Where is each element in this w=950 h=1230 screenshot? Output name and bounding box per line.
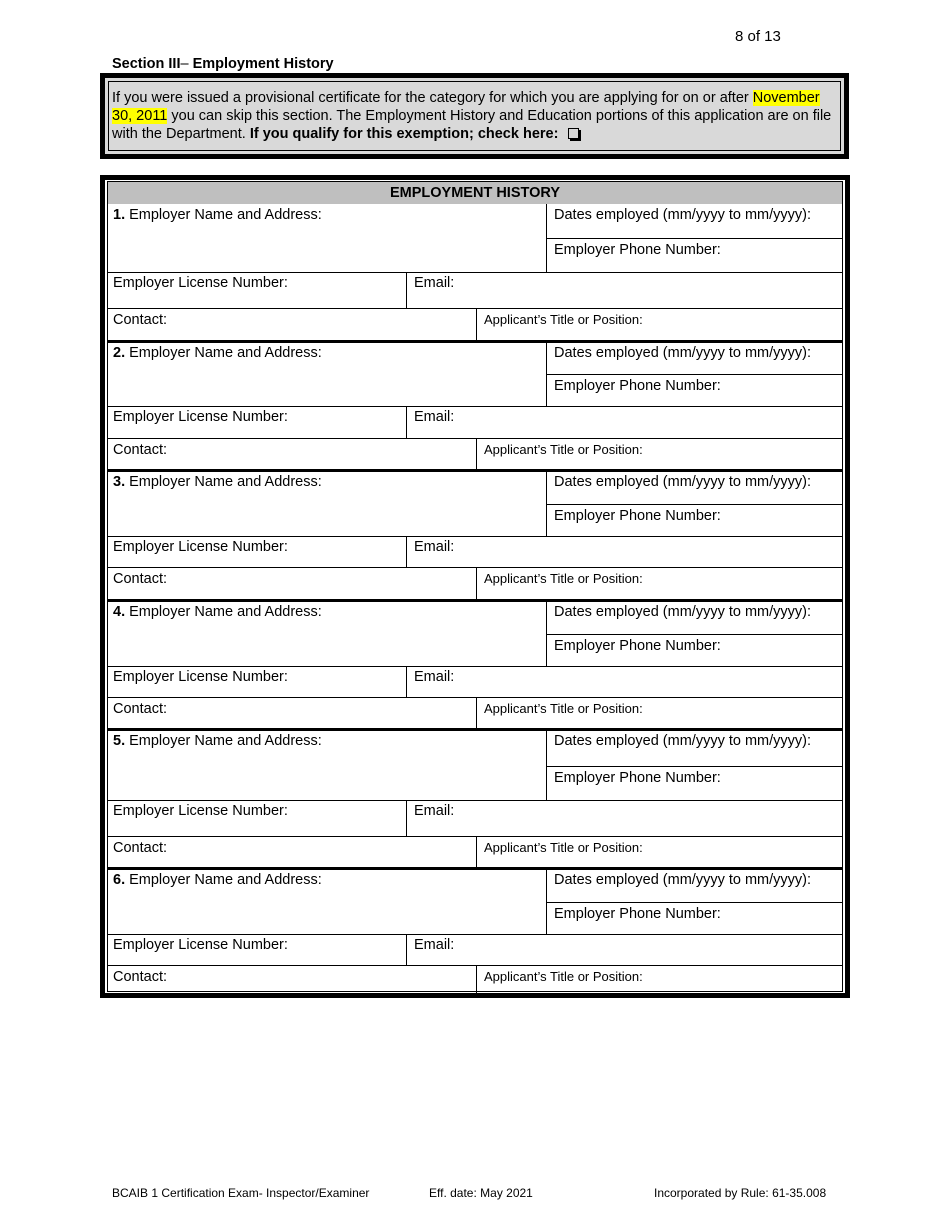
employer-number: 2.: [113, 345, 126, 361]
employer-name-address-field[interactable]: [113, 733, 322, 749]
dates-employed-field[interactable]: Dates employed (mm/yyyy to mm/yyyy):: [554, 733, 812, 749]
row-divider: [546, 902, 842, 903]
cell-divider: [476, 438, 477, 471]
employer-phone-field[interactable]: Employer Phone Number:: [554, 508, 721, 524]
employer-name-address-label: Employer Name and Address:: [125, 872, 322, 888]
employer-number: 1.: [113, 207, 126, 223]
block-divider: [108, 340, 842, 343]
applicant-title-field[interactable]: Applicant’s Title or Position:: [484, 969, 643, 984]
contact-field[interactable]: Contact:: [113, 701, 167, 717]
row-divider: [108, 536, 842, 537]
applicant-title-field[interactable]: Applicant’s Title or Position:: [484, 701, 643, 716]
notice-date-highlight: November 30, 2011: [112, 90, 820, 124]
footer-effective-date: Eff. date: May 2021: [429, 1186, 533, 1200]
row-divider: [546, 766, 842, 767]
employer-name-address-field[interactable]: [113, 474, 322, 490]
email-field[interactable]: Email:: [414, 409, 455, 425]
employer-block-6: [108, 869, 842, 994]
row-divider: [108, 965, 842, 966]
section-title-dash: –: [180, 56, 189, 72]
employer-license-field[interactable]: Employer License Number:: [113, 669, 288, 685]
contact-field[interactable]: Contact:: [113, 571, 167, 587]
dates-employed-field[interactable]: Dates employed (mm/yyyy to mm/yyyy):: [554, 345, 812, 361]
row-divider: [108, 800, 842, 801]
notice-text-before: If you were issued a provisional certificate for the category for which you are applying for on or after: [112, 90, 753, 106]
employer-phone-field[interactable]: Employer Phone Number:: [554, 638, 721, 654]
contact-field[interactable]: Contact:: [113, 840, 167, 856]
contact-field[interactable]: Contact:: [113, 442, 167, 458]
exemption-notice: [100, 73, 849, 159]
section-title: [112, 56, 334, 72]
cell-divider: [476, 965, 477, 994]
dates-employed-field[interactable]: Dates employed (mm/yyyy to mm/yyyy):: [554, 207, 812, 223]
notice-exemption-prompt: If you qualify for this exemption; check here:: [249, 126, 559, 142]
employer-block-1: [108, 204, 842, 342]
employment-history-table: [100, 175, 850, 998]
email-field[interactable]: Email:: [414, 669, 455, 685]
email-field[interactable]: Email:: [414, 539, 455, 555]
contact-field[interactable]: Contact:: [113, 969, 167, 985]
row-divider: [546, 504, 842, 505]
block-divider: [108, 469, 842, 472]
exemption-checkbox[interactable]: [568, 128, 579, 139]
cell-divider: [546, 730, 547, 800]
footer-exam-name: BCAIB 1 Certification Exam- Inspector/Examiner: [112, 1186, 370, 1200]
employer-block-3: [108, 471, 842, 601]
employer-number: 5.: [113, 733, 126, 749]
cell-divider: [406, 272, 407, 308]
row-divider: [108, 308, 842, 309]
dates-employed-field[interactable]: Dates employed (mm/yyyy to mm/yyyy):: [554, 872, 812, 888]
employer-name-address-label: Employer Name and Address:: [125, 474, 322, 490]
applicant-title-field[interactable]: Applicant’s Title or Position:: [484, 312, 643, 327]
employer-number: 6.: [113, 872, 126, 888]
employer-name-address-field[interactable]: [113, 207, 322, 223]
applicant-title-field[interactable]: Applicant’s Title or Position:: [484, 442, 643, 457]
cell-divider: [406, 536, 407, 567]
employer-name-address-field[interactable]: [113, 872, 322, 888]
row-divider: [546, 238, 842, 239]
employer-block-2: [108, 342, 842, 471]
footer-rule: Incorporated by Rule: 61-35.008: [654, 1186, 827, 1200]
employer-number: 4.: [113, 604, 126, 620]
employer-phone-field[interactable]: Employer Phone Number:: [554, 378, 721, 394]
row-divider: [108, 836, 842, 837]
dates-employed-field[interactable]: Dates employed (mm/yyyy to mm/yyyy):: [554, 474, 812, 490]
row-divider: [108, 406, 842, 407]
employer-phone-field[interactable]: Employer Phone Number:: [554, 906, 721, 922]
cell-divider: [476, 836, 477, 869]
contact-field[interactable]: Contact:: [113, 312, 167, 328]
row-divider: [108, 934, 842, 935]
employer-name-address-label: Employer Name and Address:: [125, 733, 322, 749]
notice-text: [112, 89, 842, 143]
employer-license-field[interactable]: Employer License Number:: [113, 409, 288, 425]
table-header: EMPLOYMENT HISTORY: [108, 182, 842, 204]
notice-text-after: you can skip this section. The Employment History and Education portions of this application are on file with the Department.: [112, 108, 832, 142]
email-field[interactable]: Email:: [414, 275, 455, 291]
cell-divider: [406, 934, 407, 965]
row-divider: [108, 272, 842, 273]
employer-name-address-label: Employer Name and Address:: [125, 604, 322, 620]
block-divider: [108, 728, 842, 731]
email-field[interactable]: Email:: [414, 937, 455, 953]
applicant-title-field[interactable]: Applicant’s Title or Position:: [484, 571, 643, 586]
employer-name-address-label: Employer Name and Address:: [125, 207, 322, 223]
employer-license-field[interactable]: Employer License Number:: [113, 275, 288, 291]
employer-phone-field[interactable]: Employer Phone Number:: [554, 242, 721, 258]
row-divider: [108, 697, 842, 698]
cell-divider: [476, 308, 477, 342]
employer-name-address-field[interactable]: [113, 604, 322, 620]
row-divider: [546, 374, 842, 375]
row-divider: [108, 438, 842, 439]
cell-divider: [406, 800, 407, 836]
row-divider: [546, 634, 842, 635]
employer-license-field[interactable]: Employer License Number:: [113, 937, 288, 953]
employer-name-address-field[interactable]: [113, 345, 322, 361]
section-title-prefix: Section III: [112, 56, 181, 72]
employer-license-field[interactable]: Employer License Number:: [113, 539, 288, 555]
block-divider: [108, 599, 842, 602]
employer-name-address-label: Employer Name and Address:: [125, 345, 322, 361]
dates-employed-field[interactable]: Dates employed (mm/yyyy to mm/yyyy):: [554, 604, 812, 620]
employer-phone-field[interactable]: Employer Phone Number:: [554, 770, 721, 786]
cell-divider: [476, 567, 477, 601]
employer-block-4: [108, 601, 842, 730]
cell-divider: [476, 697, 477, 730]
employer-block-5: [108, 730, 842, 869]
employer-number: 3.: [113, 474, 126, 490]
cell-divider: [406, 406, 407, 438]
row-divider: [108, 666, 842, 667]
section-title-suffix: Employment History: [188, 56, 334, 72]
block-divider: [108, 867, 842, 870]
employer-license-field[interactable]: Employer License Number:: [113, 803, 288, 819]
cell-divider: [406, 666, 407, 697]
applicant-title-field[interactable]: Applicant’s Title or Position:: [484, 840, 643, 855]
email-field[interactable]: Email:: [414, 803, 455, 819]
row-divider: [108, 567, 842, 568]
page-number: 8 of 13: [735, 28, 781, 45]
